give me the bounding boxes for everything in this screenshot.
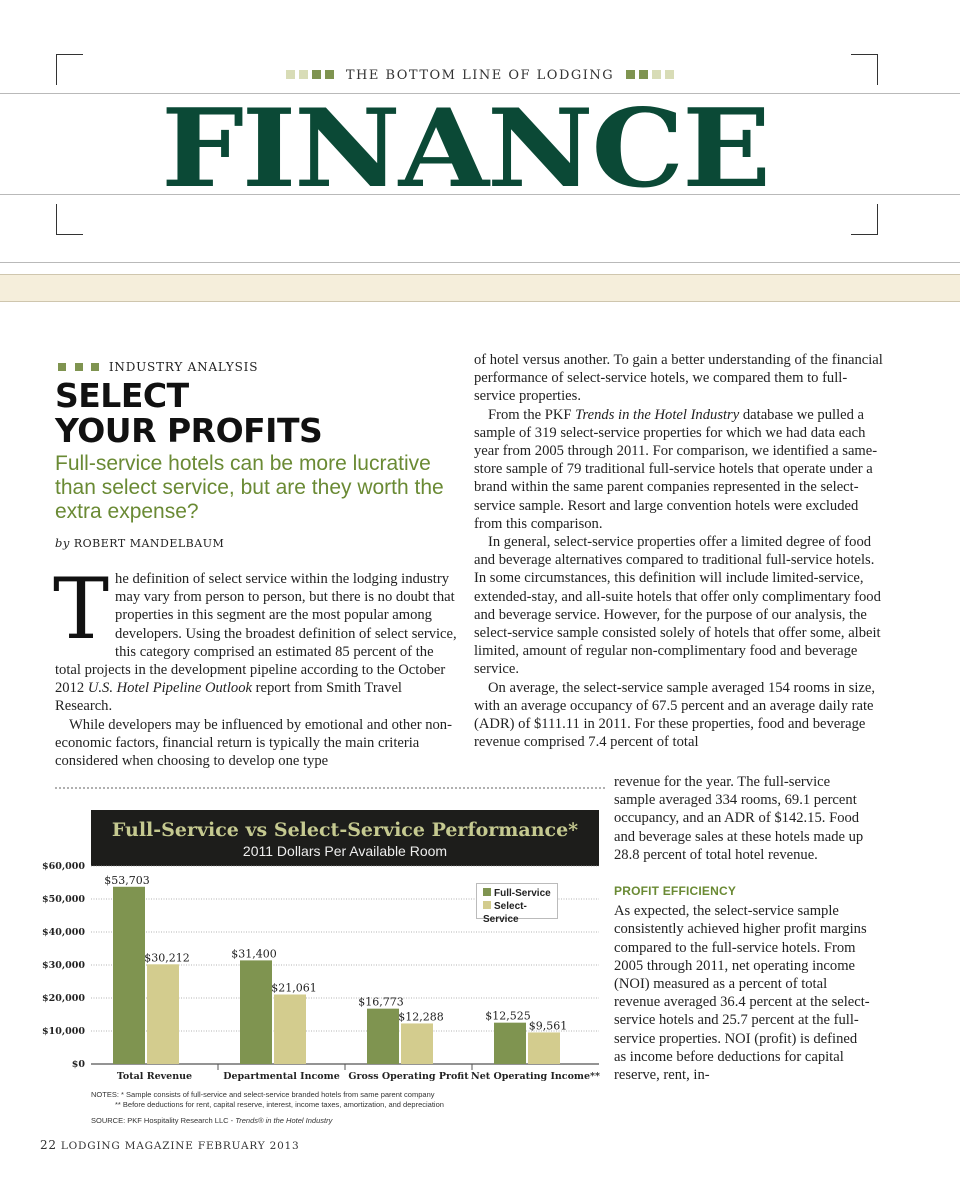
chart-source: SOURCE: PKF Hospitality Research LLC - Trends® in the Hotel Industry xyxy=(91,1116,333,1125)
legend-swatch xyxy=(483,888,491,896)
legend-item: Select-Service xyxy=(483,901,527,925)
chart-subtitle: 2011 Dollars Per Available Room xyxy=(242,843,448,859)
chart-legend xyxy=(476,883,558,925)
masthead-kicker xyxy=(0,68,960,83)
y-tick-label: $0 xyxy=(71,1059,85,1070)
paragraph: of hotel versus another. To gain a better understanding of the financial performance of select-service hotels, we compared them to full-service properties. xyxy=(474,352,883,405)
square-icon xyxy=(652,70,661,79)
kicker-text: THE BOTTOM LINE OF LODGING xyxy=(345,68,615,83)
bar xyxy=(240,960,272,1064)
paragraph: On average, the select-service sample averaged 154 rooms in size, with an average occupancy of 67.5 percent and an average daily rate (ADR) of $111.11 in 2011. For these properties, food and beverage revenue comprised 7.4 percent of total xyxy=(474,679,875,751)
page-number: 22 xyxy=(40,1138,57,1152)
drop-cap: T xyxy=(53,560,110,658)
legend-swatch xyxy=(483,901,491,909)
crop-corner xyxy=(851,204,878,235)
square-icon xyxy=(626,70,635,79)
masthead-title: FINANCE xyxy=(161,86,769,212)
legend-item: Full-Service xyxy=(483,887,557,900)
paragraph: In general, select-service properties offer a limited degree of food and beverage alternatives compared to traditional full-service hotels. In some circumstances, this definition will include limited-service, extended-stay, and all-suite hotels that offer only complimentary food and beverage service. However, for the purpose of our analysis, the select-service sample consisted solely of hotels that offer some, albeit limited, amount of regular non-complimentary food and beverage service. xyxy=(474,534,881,678)
bar xyxy=(113,887,145,1064)
y-tick-label: $50,000 xyxy=(42,894,85,905)
headline-line: SELECT xyxy=(55,376,189,415)
byline-prefix: by xyxy=(55,536,70,550)
data-label: $16,773 xyxy=(358,995,404,1009)
section-text: INDUSTRY ANALYSIS xyxy=(108,360,259,374)
square-icon xyxy=(665,70,674,79)
bar xyxy=(528,1032,560,1064)
data-label: $12,525 xyxy=(485,1009,531,1023)
data-label: $53,703 xyxy=(104,873,150,887)
chart-title: Full-Service vs Select-Service Performance* xyxy=(111,819,579,841)
x-tick-label: Net Operating Income** xyxy=(471,1071,600,1082)
square-icon xyxy=(91,363,99,371)
data-label: $30,212 xyxy=(144,951,190,965)
paragraph: revenue for the year. The full-service sample averaged 334 rooms, 69.1 percent occupancy, and an ADR of $142.15. Food and beverage sales at these hotels made up 28.8 percent of total hotel revenue. xyxy=(614,774,864,863)
y-tick-label: $60,000 xyxy=(42,861,85,872)
headline-line: YOUR PROFITS xyxy=(55,411,323,450)
paragraph: While developers may be influenced by emotional and other non-economic factors, financial return is typically the main criteria considered when choosing to develop one type xyxy=(55,716,452,770)
note: NOTES: * Sample consists of full-service and select-service branded hotels from same parent company xyxy=(91,1090,435,1099)
paragraph: As expected, the select-service sample consistently achieved higher profit margins compared to the full-service hotels. From 2005 through 2011, net operating income (NOI) measured as a percent of total revenue averaged 36.4 percent at the select-service hotels and 25.7 percent at the full-service properties. NOI (profit) is defined as income before deductions for capital reserve, rent, in- xyxy=(614,903,870,1084)
x-tick-label: Gross Operating Profit xyxy=(348,1071,469,1082)
decorative-band xyxy=(0,274,960,302)
page-footer xyxy=(40,1138,300,1152)
data-label: $12,288 xyxy=(398,1010,444,1024)
y-tick-label: $10,000 xyxy=(42,1026,85,1037)
data-label: $21,061 xyxy=(271,981,317,995)
note: ** Before deductions for rent, capital reserve, interest, income taxes, amortization, and depreciation xyxy=(115,1100,444,1109)
square-icon xyxy=(325,70,334,79)
body-column-3 xyxy=(614,773,872,1084)
publication-line: LODGING MAGAZINE FEBRUARY 2013 xyxy=(60,1140,300,1152)
x-tick-label: Total Revenue xyxy=(116,1071,193,1082)
square-icon xyxy=(286,70,295,79)
bar xyxy=(367,1009,399,1064)
data-label: $9,561 xyxy=(528,1019,568,1033)
y-tick-label: $40,000 xyxy=(42,927,85,938)
x-tick-label: Departmental Income xyxy=(223,1071,340,1082)
header-rule xyxy=(0,262,960,263)
byline-author: ROBERT MANDELBAUM xyxy=(73,537,225,550)
body-column-2 xyxy=(474,351,884,751)
bar xyxy=(494,1023,526,1064)
bar xyxy=(147,964,179,1064)
divider xyxy=(55,787,605,789)
body-column-1 xyxy=(53,560,457,770)
chart xyxy=(42,808,605,1130)
square-icon xyxy=(639,70,648,79)
section-label xyxy=(56,360,258,374)
bar xyxy=(401,1023,433,1064)
square-icon xyxy=(312,70,321,79)
crop-corner xyxy=(56,204,83,235)
square-icon xyxy=(299,70,308,79)
square-icon xyxy=(75,363,83,371)
y-tick-label: $30,000 xyxy=(42,960,85,971)
headline xyxy=(55,378,322,448)
dek: Full-service hotels can be more lucrative than select service, but are they worth the extra expense? xyxy=(55,452,444,523)
byline xyxy=(55,536,224,550)
bar xyxy=(274,994,306,1064)
subhead: PROFIT EFFICIENCY xyxy=(614,884,737,899)
paragraph: From the PKF Trends in the Hotel Industry database we pulled a sample of 319 select-service properties for which we had data each year from 2005 through 2011. For comparison, we identified a same-store sample of 79 traditional full-service hotels that operate under a brand within the same parent companies represented in the select-service sample. Resort and large convention hotels were excluded from this comparison. xyxy=(474,406,878,532)
data-label: $31,400 xyxy=(231,947,277,961)
chart-notes xyxy=(91,1090,611,1126)
square-icon xyxy=(58,363,66,371)
paragraph: The definition of select service within the lodging industry may vary from person to person, but there is no doubt that properties in this segment are the most popular among developers. Using the broadest definition of select service, this category comprised an estimated 85 percent of the total projects in the development pipeline according to the October 2012 U.S. Hotel Pipeline Outlook report from Smith Travel Research. xyxy=(53,560,457,715)
y-tick-label: $20,000 xyxy=(42,993,85,1004)
